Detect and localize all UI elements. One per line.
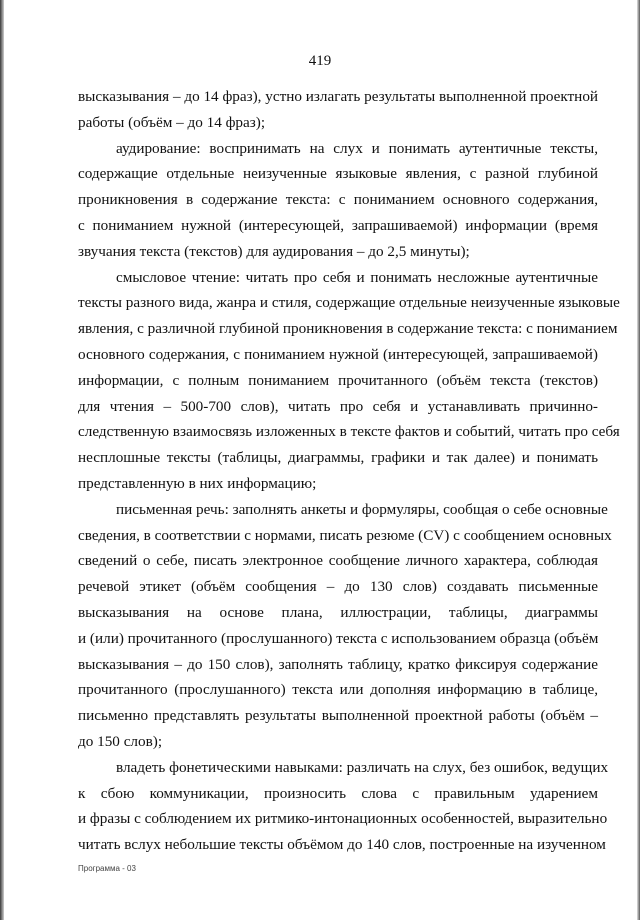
text-line: явления, с различной глубиной проникновения в содержание текста: с пониманием [78, 320, 618, 338]
text-line: смысловое чтение: читать про себя и понимать несложные аутентичные [116, 268, 598, 286]
text-line: содержащие отдельные неизученные языковые явления, с разной глубиной [78, 165, 598, 183]
text-line: владеть фонетическими навыками: различать на слух, без ошибок, ведущих [116, 758, 609, 776]
text-line: к сбою коммуникации, произносить слова с правильным ударением [78, 784, 598, 802]
text-line: до 150 слов); [78, 732, 163, 750]
text-line: и (или) прочитанного (прослушанного) текста с использованием образца (объём [78, 629, 599, 647]
text-line: сведения, в соответствии с нормами, писать резюме (CV) с сообщением основных [78, 526, 612, 544]
text-line: высказывания – до 150 слов), заполнять таблицу, кратко фиксируя содержание [78, 655, 598, 673]
text-line: прочитанного (прослушанного) текста или дополняя информацию в таблице, [78, 681, 598, 699]
text-line: несплошные тексты (таблицы, диаграммы, графики и так далее) и понимать [78, 449, 598, 467]
text-line: аудирование: воспринимать на слух и понимать аутентичные тексты, [116, 139, 598, 157]
text-line: письменная речь: заполнять анкеты и формуляры, сообщая о себе основные [116, 500, 608, 518]
text-line: высказывания – до 14 фраз), устно излагать результаты выполненной проектной [78, 88, 599, 105]
text-line: и фразы с соблюдением их ритмико-интонационных особенностей, выразительно [78, 810, 608, 828]
text-line: читать вслух небольшие тексты объёмом до 140 слов, построенные на изученном [78, 836, 606, 854]
footer-label: Программа - 03 [78, 864, 136, 873]
text-line: проникновения в содержание текста: с пониманием основного содержания, [78, 191, 598, 209]
body-text [78, 84, 620, 858]
page-number: 419 [308, 53, 332, 69]
text-line: основного содержания, с пониманием нужной (интересующей, запрашиваемой) [78, 345, 598, 363]
text-line: тексты разного вида, жанра и стиля, содержащие отдельные неизученные языковые [78, 294, 620, 312]
text-line: звучания текста (текстов) для аудирования – до 2,5 минуты); [78, 242, 470, 260]
text-line: письменно представлять результаты выполненной проектной работы (объём – [78, 707, 598, 725]
text-line: сведений о себе, писать электронное сообщение личного характера, соблюдая [78, 552, 598, 570]
scan-edge-left [0, 0, 4, 920]
text-line: следственную взаимосвязь изложенных в тексте фактов и событий, читать про себя [78, 423, 620, 441]
text-line: высказывания на основе плана, иллюстрации, таблицы, диаграммы [78, 603, 598, 621]
text-line: речевой этикет (объём сообщения – до 130 слов) создавать письменные [78, 578, 598, 596]
text-line: для чтения – 500-700 слов), читать про себя и устанавливать причинно- [78, 397, 598, 415]
text-line: с пониманием нужной (интересующей, запрашиваемой) информации (время [78, 216, 598, 234]
text-line: представленную в них информацию; [78, 474, 317, 492]
text-line: работы (объём – до 14 фраз); [78, 113, 266, 131]
text-line: информации, с полным пониманием прочитанного (объём текста (текстов) [78, 371, 598, 389]
